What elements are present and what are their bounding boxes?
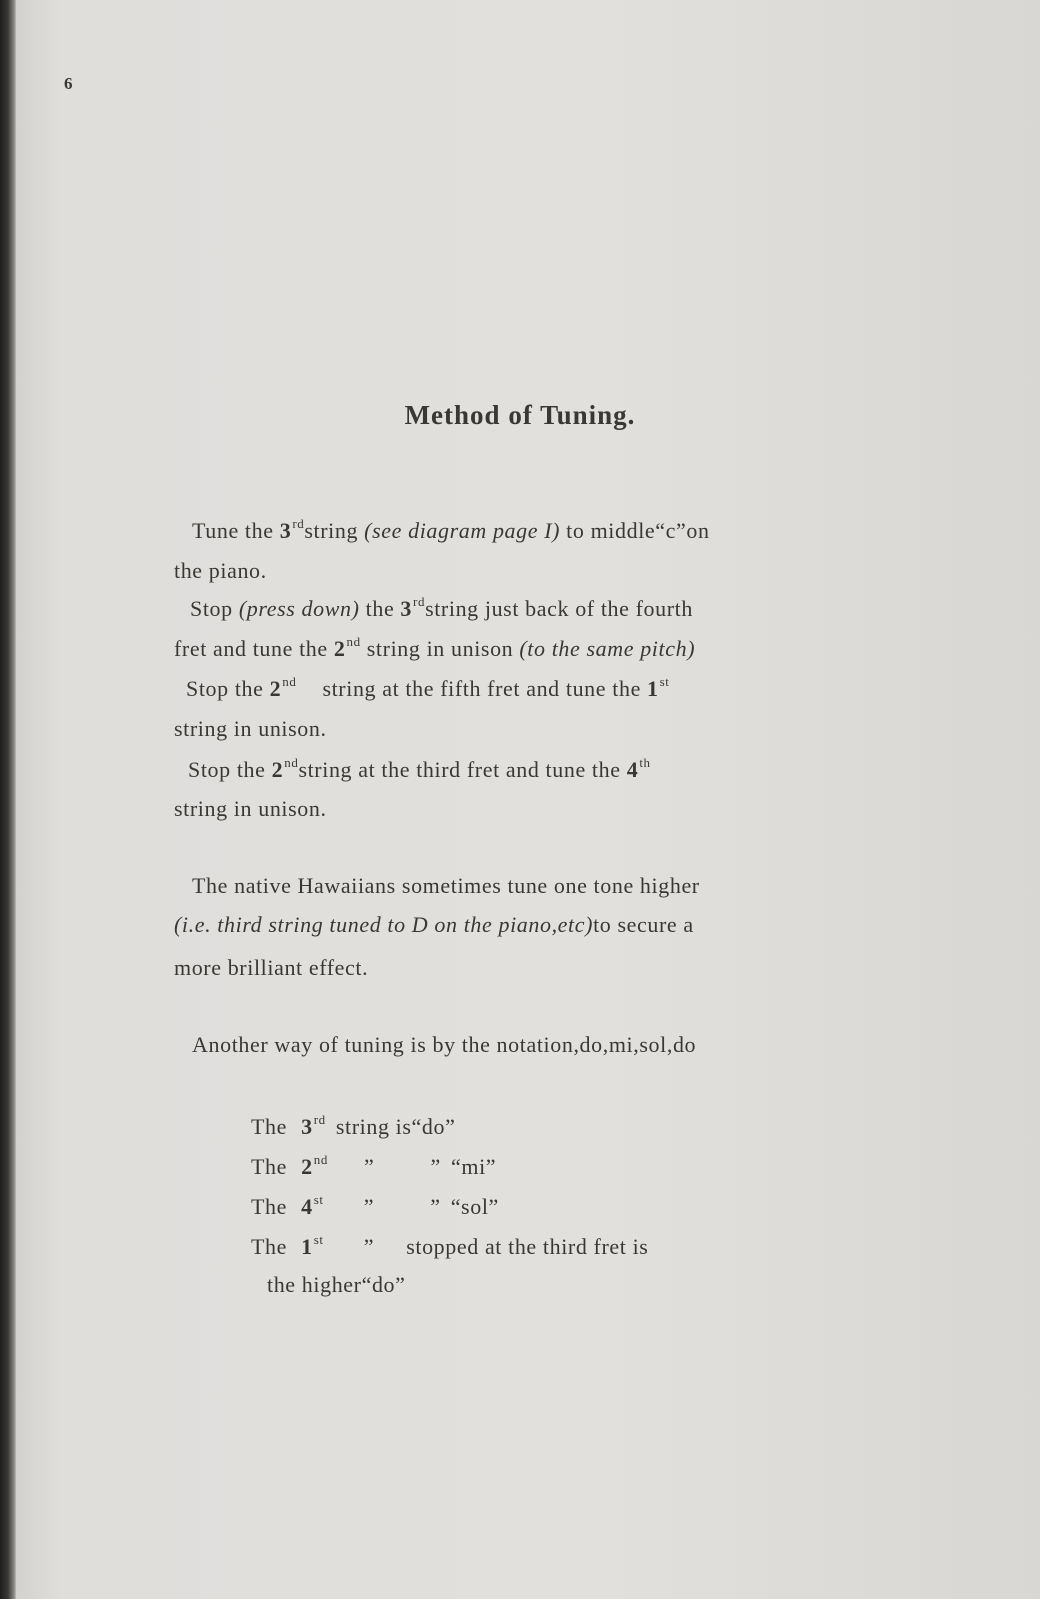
text-run: string just back of the fourth [425,596,693,621]
notation-row-5: the higher“do” [267,1272,406,1297]
text-run: string at the fifth fret and tune the [322,676,648,701]
para1-line1 [192,516,710,544]
text-run: string [304,518,365,543]
text-run: string at the third fret and tune the [298,757,627,782]
ditto-mark: ” [430,1194,441,1219]
string-number: 4 [301,1194,313,1219]
text-run: string in unison [360,636,520,661]
text-run: Stop the [186,676,270,701]
book-spine [0,0,16,1599]
text-run: to middle“c”on [560,518,710,543]
ordinal-suffix: rd [413,594,426,609]
notation-row-2 [251,1152,496,1180]
string-number: 1 [647,676,659,701]
notation-row-1 [251,1112,456,1140]
text-run: Tune the [192,518,280,543]
notation-row-4 [251,1232,648,1260]
ordinal-suffix: nd [346,634,361,649]
para1-line2: the piano. [174,558,267,583]
row-text: “mi” [451,1154,497,1179]
page-number: 6 [64,74,73,93]
row-text: stopped at the third fret is [406,1234,649,1259]
row-label: The [251,1154,288,1179]
para1-line6: string in unison. [174,716,327,741]
para1-line4 [174,634,695,662]
ordinal-suffix: rd [292,516,305,531]
para3-line1: Another way of tuning is by the notation,do,mi,sol,do [192,1032,697,1057]
string-number: 2 [301,1154,313,1179]
ordinal-suffix: st [659,674,670,689]
text-run: the [359,596,401,621]
row-label: The [251,1194,288,1219]
string-number: 4 [626,757,639,782]
page-title: Method of Tuning. [404,400,636,430]
row-label: The [251,1234,288,1259]
para2-line3: more brilliant effect. [174,955,369,980]
ordinal-suffix: rd [313,1112,326,1127]
ordinal-suffix: nd [313,1152,328,1167]
text-run: Stop [190,596,239,621]
ordinal-suffix: st [313,1192,324,1207]
text-run: Stop the [188,757,272,782]
text-run: fret and tune the [174,636,334,661]
ditto-mark: ” [364,1154,375,1179]
ordinal-suffix: th [639,755,651,770]
ordinal-suffix: nd [284,755,299,770]
parenthetical: (press down) [238,596,360,621]
para1-line5 [186,674,670,702]
para2-line2 [174,912,694,938]
para2-line1: The native Hawaiians sometimes tune one tone higher [192,873,700,898]
row-label: The [251,1114,288,1139]
parenthetical: (i.e. third string tuned to D on the piano,etc) [174,912,594,937]
para1-line3 [190,594,693,622]
string-number: 2 [269,676,282,701]
ditto-mark: ” [363,1194,375,1219]
string-number: 2 [333,636,346,661]
string-number: 3 [301,1114,313,1139]
parenthetical: (see diagram page I) [364,518,561,543]
row-text: “sol” [450,1194,499,1219]
text-run: to secure a [593,912,694,937]
ordinal-suffix: nd [282,674,297,689]
string-number: 2 [271,757,284,782]
string-number: 3 [400,596,413,621]
string-number: 3 [279,518,292,543]
notation-row-3 [251,1192,499,1220]
ditto-mark: ” [430,1154,441,1179]
ditto-mark: ” [363,1234,375,1259]
para1-line8: string in unison. [174,796,327,821]
para1-line7 [188,755,651,783]
string-number: 1 [301,1234,313,1259]
ordinal-suffix: st [313,1232,324,1247]
row-text: string is“do” [335,1114,456,1139]
parenthetical: (to the same pitch) [519,636,696,661]
